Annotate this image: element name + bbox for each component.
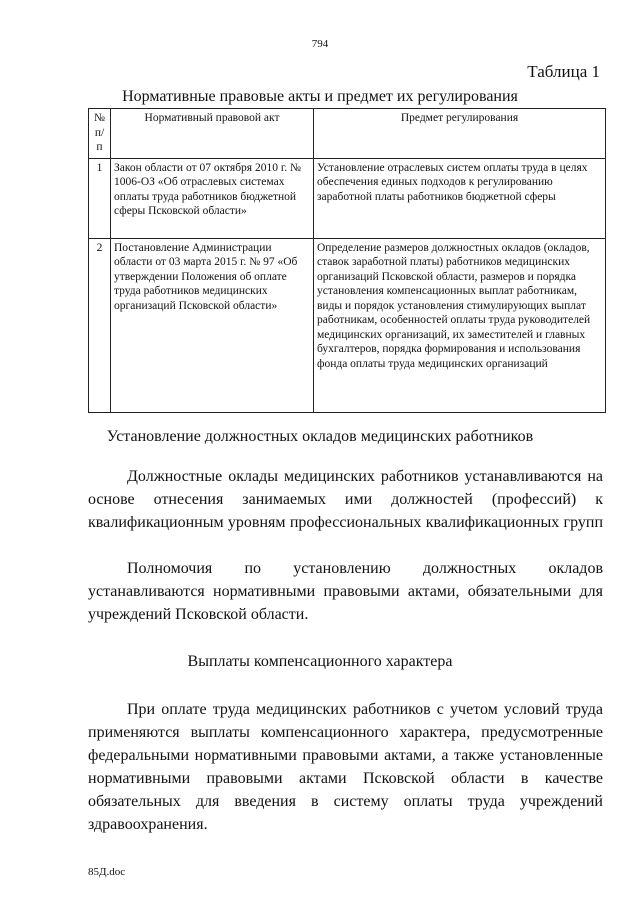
table-header-row xyxy=(89,109,606,159)
column-header-act: Нормативный правовой акт xyxy=(111,109,314,159)
row-subject: Установление отраслевых систем оплаты труда в целях обеспечения единых подходов к регулированию заработной платы работников бюджетной сферы xyxy=(314,158,606,238)
paragraph-compensation: При оплате труда медицинских работников с учетом условий труда применяются выплаты компенсационного характера, предусмотренные федеральными нормативными правовыми актами, а также установленные нормативными правовыми актами Псковской области в качестве обязательных для введения в систему оплаты труда учреждений здравоохранения. xyxy=(88,701,603,833)
row-act: Закон области от 07 октября 2010 г. № 1006-ОЗ «Об отраслевых системах оплаты труда работников бюджетной сферы Псковской области» xyxy=(111,158,314,238)
footer-filename: 85Д.doc xyxy=(88,866,126,878)
column-header-number: № п/п xyxy=(89,109,111,159)
column-header-subject: Предмет регулирования xyxy=(314,109,606,159)
paragraph-salaries-authority: Полномочия по установлению должностных окладов устанавливаются нормативными правовыми актами, обязательными для учреждений Псковской области. xyxy=(88,560,603,623)
table-label: Таблица 1 xyxy=(527,62,600,81)
row-act: Постановление Администрации области от 03 марта 2015 г. № 97 «Об утверждении Положения об оплате труда работников медицинских организаций Псковской области» xyxy=(111,238,314,412)
table-row xyxy=(89,158,606,238)
paragraph-salaries-basis: Должностные оклады медицинских работников устанавливаются на основе отнесения занимаемых ими должностей (профессий) к квалификационным уровням профессиональных квалификационных групп xyxy=(88,468,603,531)
regulations-table xyxy=(88,108,606,413)
page-number: 794 xyxy=(311,38,329,50)
table-row xyxy=(89,238,606,412)
row-number: 1 xyxy=(89,158,111,238)
section-heading-compensation: Выплаты компенсационного характера xyxy=(187,653,453,670)
table-title: Нормативные правовые акты и предмет их регулирования xyxy=(122,88,518,105)
section-heading-salaries: Установление должностных окладов медицинских работников xyxy=(106,428,534,445)
row-number: 2 xyxy=(89,238,111,412)
row-subject: Определение размеров должностных окладов (окладов, ставок заработной платы) работников медицинских организаций Псковской области, размеров и порядка установления компенсационных выплат работникам, виды и порядок установления стимулирующих выплат работникам, особенностей оплаты труда руководителей медицинских организаций, их заместителей и главных бухгалтеров, порядка формирования и использования фонда оплаты труда медицинских организаций xyxy=(314,238,606,412)
